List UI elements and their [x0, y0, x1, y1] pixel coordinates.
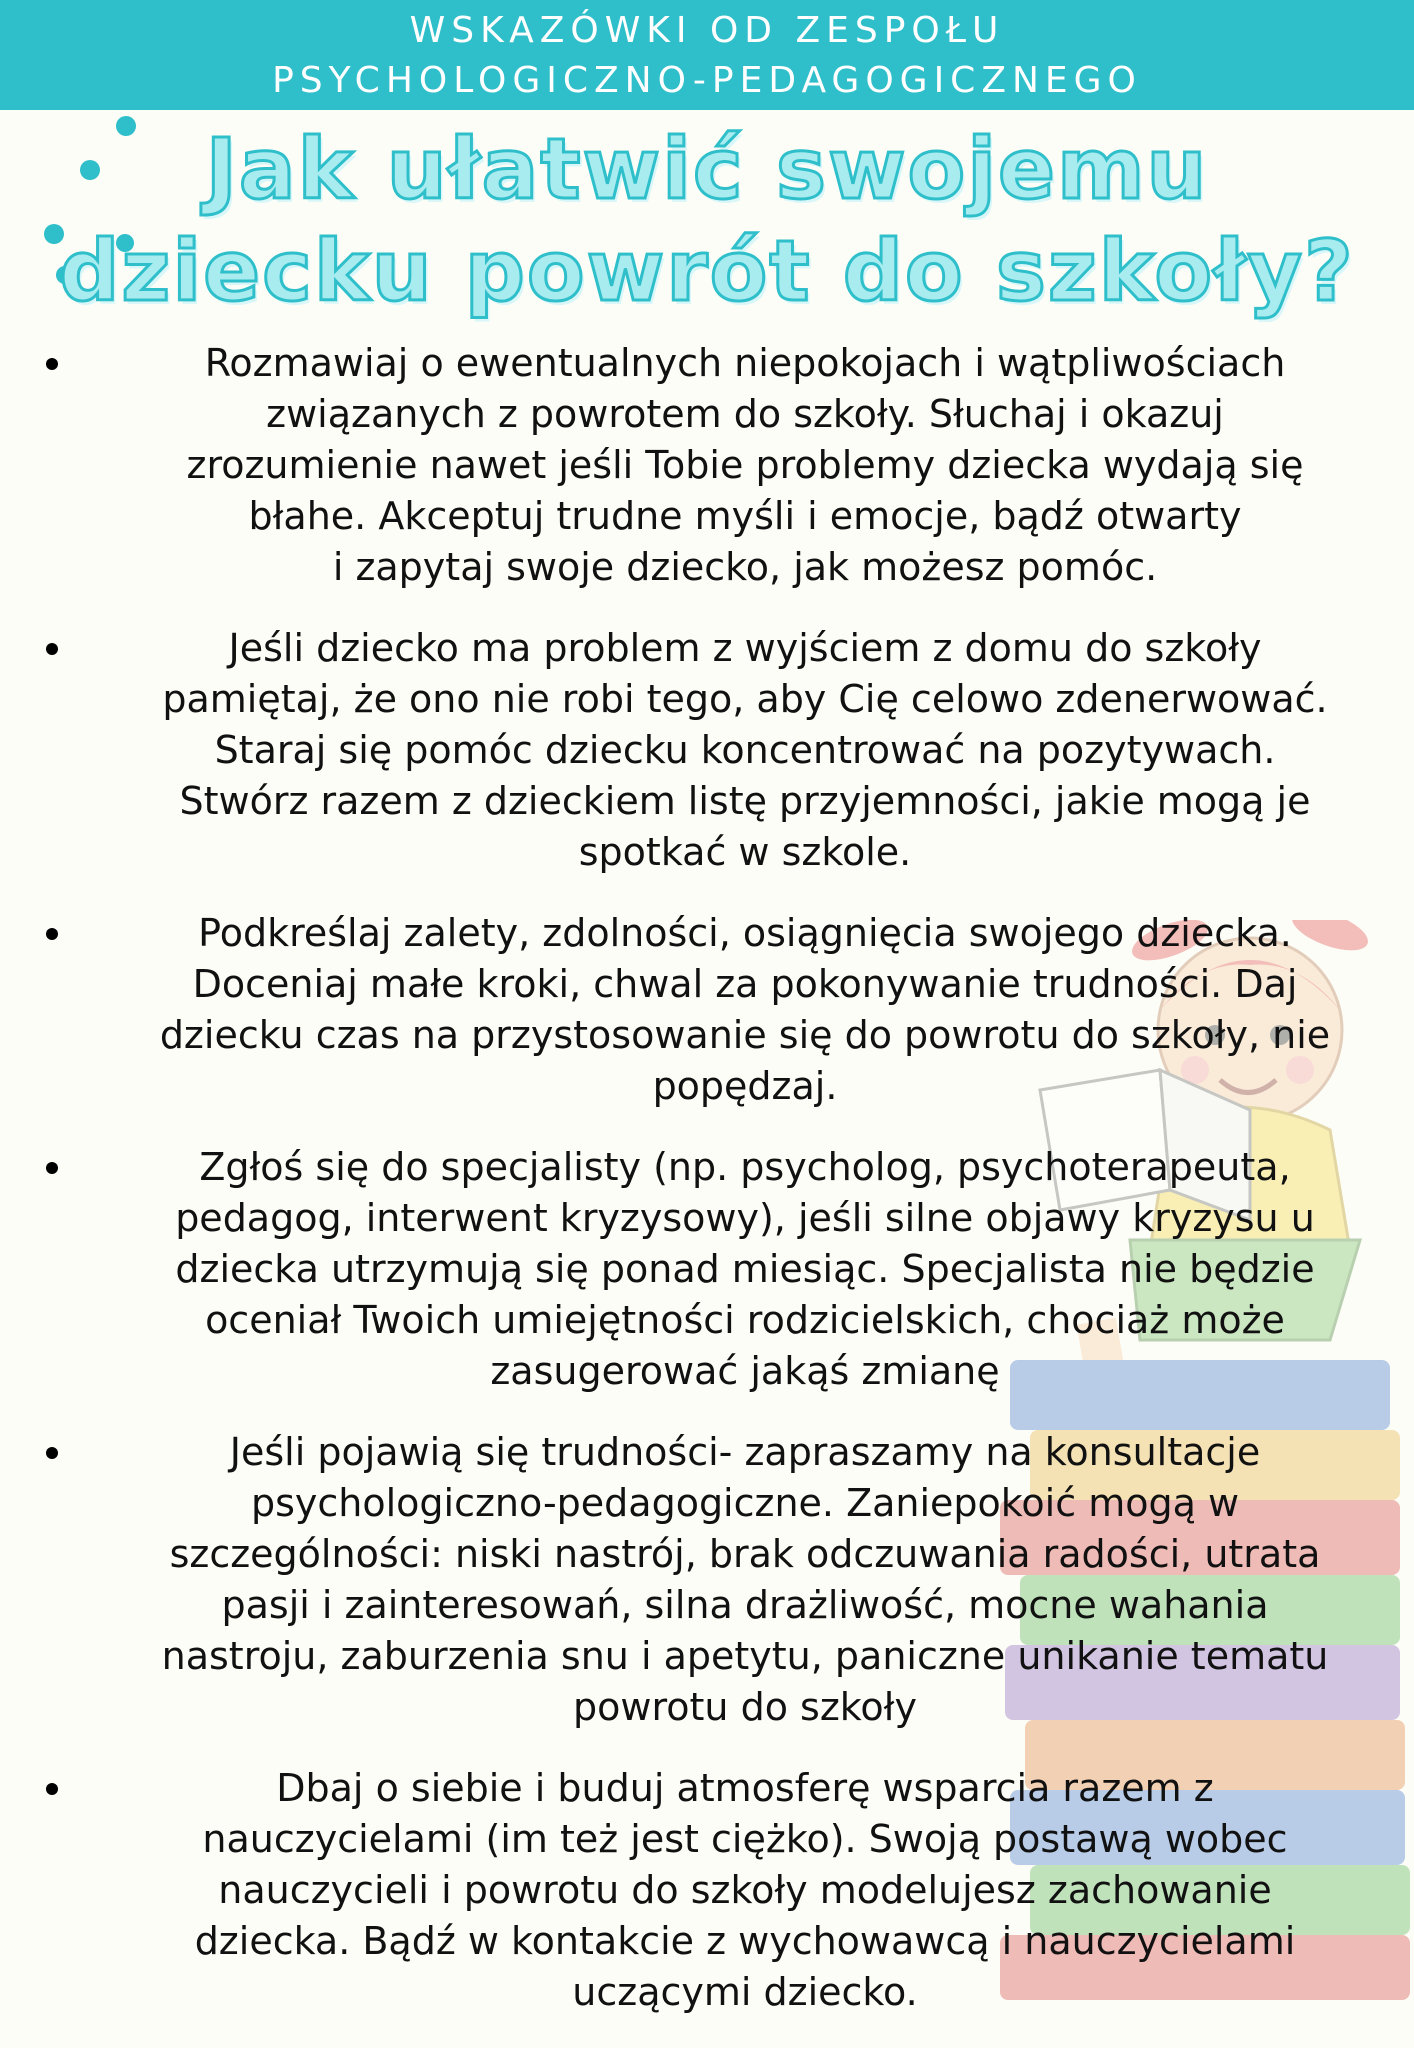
- text-line: nauczycielami (im też jest ciężko). Swoją postawą wobec: [202, 1817, 1288, 1861]
- text-line: psychologiczno-pedagogiczne. Zaniepokoić mogą w: [250, 1481, 1240, 1525]
- page-title: [0, 118, 1414, 322]
- text-line: Jeśli dziecko ma problem z wyjściem z domu do szkoły: [228, 626, 1262, 670]
- advice-list: [30, 338, 1400, 2048]
- text-line: szczególności: niski nastrój, brak odczuwania radości, utrata: [169, 1532, 1321, 1576]
- text-line: dziecku czas na przystosowanie się do powrotu do szkoły, nie: [159, 1013, 1331, 1057]
- title-line-2: dziecku powrót do szkoły?: [59, 222, 1355, 320]
- list-item: [30, 1142, 1400, 1397]
- text-line: pamiętaj, że ono nie robi tego, aby Cię celowo zdenerwować.: [162, 677, 1328, 721]
- bullet-icon: [46, 928, 58, 940]
- text-line: oceniał Twoich umiejętności rodzicielskich, chociaż może: [205, 1298, 1285, 1342]
- text-line: związanych z powrotem do szkoły. Słuchaj i okazuj: [266, 392, 1224, 436]
- bullet-icon: [46, 643, 58, 655]
- bullet-icon: [46, 1783, 58, 1795]
- text-line: pedagog, interwent kryzysowy), jeśli silne objawy kryzysu u: [175, 1196, 1315, 1240]
- text-line: Dbaj o siebie i buduj atmosferę wsparcia razem z: [276, 1766, 1214, 1810]
- header-line-2: PSYCHOLOGICZNO-PEDAGOGICZNEGO: [272, 60, 1142, 101]
- header-banner: [0, 0, 1414, 110]
- text-line: nauczycieli i powrotu do szkoły modelujesz zachowanie: [218, 1868, 1272, 1912]
- text-line: Zgłoś się do specjalisty (np. psycholog, psychoterapeuta,: [199, 1145, 1291, 1189]
- text-line: uczącymi dziecko.: [572, 1970, 918, 2014]
- text-line: Doceniaj małe kroki, chwal za pokonywanie trudności. Daj: [192, 962, 1298, 1006]
- text-line: Jeśli pojawią się trudności- zapraszamy na konsultacje: [229, 1430, 1261, 1474]
- text-line: spotkać w szkole.: [578, 830, 912, 874]
- text-line: powrotu do szkoły: [573, 1685, 917, 1729]
- list-item: [30, 338, 1400, 593]
- text-line: Staraj się pomóc dziecku koncentrować na pozytywach.: [214, 728, 1276, 772]
- bullet-icon: [46, 358, 58, 370]
- title-line-1: Jak ułatwić swojemu: [205, 120, 1209, 218]
- text-line: dziecka. Bądź w kontakcie z wychowawcą i nauczycielami: [194, 1919, 1296, 1963]
- text-line: pasji i zainteresowań, silna drażliwość, mocne wahania: [221, 1583, 1269, 1627]
- text-line: popędzaj.: [652, 1064, 838, 1108]
- list-item: [30, 1427, 1400, 1733]
- text-line: Rozmawiaj o ewentualnych niepokojach i wątpliwościach: [204, 341, 1286, 385]
- header-line-1: WSKAZÓWKI OD ZESPOŁU: [409, 10, 1005, 51]
- text-line: zrozumienie nawet jeśli Tobie problemy dziecka wydają się: [186, 443, 1304, 487]
- text-line: Podkreślaj zalety, zdolności, osiągnięcia swojego dziecka.: [198, 911, 1292, 955]
- text-line: nastroju, zaburzenia snu i apetytu, paniczne unikanie tematu: [161, 1634, 1329, 1678]
- bullet-icon: [46, 1162, 58, 1174]
- list-item: [30, 1763, 1400, 2018]
- text-line: dziecka utrzymują się ponad miesiąc. Specjalista nie będzie: [175, 1247, 1315, 1291]
- bullet-icon: [46, 1447, 58, 1459]
- text-line: błahe. Akceptuj trudne myśli i emocje, bądź otwarty: [248, 494, 1242, 538]
- text-line: Stwórz razem z dzieckiem listę przyjemności, jakie mogą je: [179, 779, 1311, 823]
- list-item: [30, 623, 1400, 878]
- list-item: [30, 908, 1400, 1112]
- text-line: i zapytaj swoje dziecko, jak możesz pomóc.: [332, 545, 1158, 589]
- text-line: zasugerować jakąś zmianę: [490, 1349, 1000, 1393]
